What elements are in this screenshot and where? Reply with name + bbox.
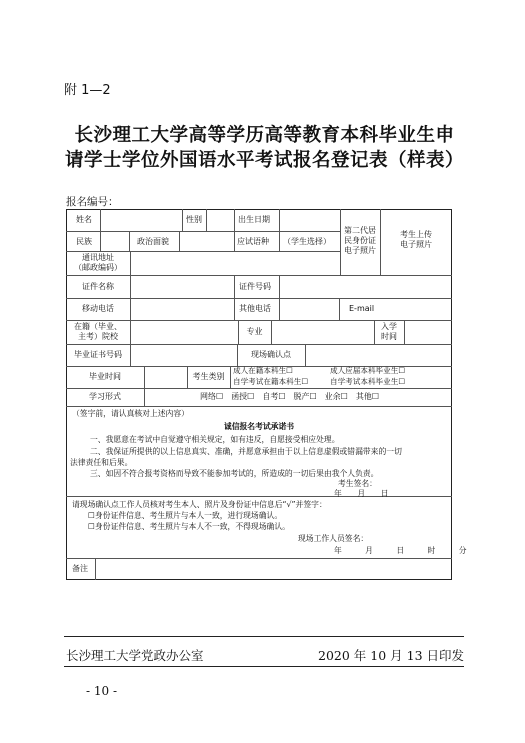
footer-bottom-rule [64, 666, 464, 667]
form-title-line2: 请学士学位外国语水平考试报名登记表（样表） [64, 150, 464, 171]
label-photo-upload: 考生上传 电子照片 [400, 230, 432, 249]
label-exam-language: 应试语种 [237, 237, 269, 246]
issuing-office: 长沙理工大学党政办公室 [66, 648, 204, 663]
label-major: 专业 [246, 327, 263, 336]
form-title-line1: 长沙理工大学高等学历高等教育本科毕业生申 [74, 125, 455, 146]
col-divider [271, 320, 272, 344]
col-divider [234, 275, 235, 320]
confirm-instruction: 请现场确认点工作人员核对考生本人、照片及身份证中信息后“√”并签字： [72, 500, 327, 509]
label-political-status: 政治面貌 [137, 237, 169, 246]
label-id-number: 证件号码 [239, 282, 271, 291]
study-form-options[interactable]: 网络☐ 函授☐ 自考☐ 脱产☐ 业余☐ 其他☐ [200, 392, 380, 401]
label-school: 在籍（毕业、 主考）院校 [74, 322, 122, 341]
label-remarks: 备注 [72, 564, 88, 573]
pledge-hint: （签字前，请认真核对上述内容） [72, 409, 189, 418]
label-id-name: 证件名称 [82, 282, 114, 291]
label-study-form: 学习形式 [89, 392, 121, 401]
staff-signature-label: 现场工作人员签名： [298, 534, 369, 543]
label-gender: 性别 [186, 215, 202, 224]
row-divider [66, 320, 452, 321]
page-number: - 10 - [86, 684, 118, 698]
row-divider [66, 251, 340, 252]
category-option-self-study-graduate[interactable]: 自学考试本科毕业生☐ [330, 377, 406, 386]
label-address: 通讯地址 （邮政编码） [74, 253, 122, 272]
label-id-card-photo: 第二代居 民身份证 电子照片 [344, 226, 376, 255]
attachment-label: 附 1—2 [64, 83, 111, 98]
row-divider [66, 344, 452, 345]
issue-date: 2020 年 10 月 13 日印发 [318, 648, 464, 663]
confirm-option-mismatch[interactable]: ☐身份证件信息、考生照片与本人不一致，不得现场确认。 [88, 522, 290, 531]
label-email: E-mail [349, 304, 375, 313]
row-divider [66, 406, 452, 407]
label-exam-category: 考生类别 [192, 372, 225, 381]
category-option-adult-graduate[interactable]: 成人应届本科毕业生☐ [330, 366, 406, 375]
row-divider [66, 231, 340, 232]
pledge-heading: 诚信报名考试承诺书 [223, 422, 295, 431]
label-enroll-time: 入学 时间 [381, 322, 397, 341]
candidate-signature-date: 年 月 日 [334, 489, 389, 498]
label-other-phone: 其他电话 [239, 304, 271, 313]
row-divider [66, 496, 452, 497]
label-mobile: 移动电话 [82, 304, 114, 313]
pledge-item-2-cont: 法律责任和后果。 [70, 458, 133, 467]
category-option-self-study-enrolled[interactable]: 自学考试在籍本科生☐ [233, 377, 309, 386]
col-divider [182, 209, 183, 231]
pledge-item-2: 二、我保证所提供的以上信息真实、准确，并愿意承担由于以上信息虚假或错漏带来的一切 [90, 447, 402, 456]
col-divider [144, 366, 145, 406]
col-divider [129, 231, 130, 251]
row-divider [66, 558, 452, 559]
col-divider [279, 209, 280, 251]
col-divider [206, 209, 207, 231]
footer-top-rule [64, 636, 464, 637]
confirm-option-match[interactable]: ☐身份证件信息、考生照片与本人一致，进行现场确认。 [88, 511, 283, 520]
label-ethnicity: 民族 [76, 237, 92, 246]
row-divider [66, 275, 452, 276]
row-divider [66, 388, 452, 389]
col-divider [95, 558, 96, 580]
row-divider [66, 298, 452, 299]
candidate-signature-label: 考生签名： [338, 479, 377, 488]
col-divider [179, 231, 180, 251]
col-divider [234, 209, 235, 251]
col-divider [339, 298, 340, 320]
col-divider [279, 275, 280, 320]
pledge-item-3: 三、如因不符合报考资格而导致不能参加考试的，所造成的一切后果由我个人负责。 [90, 469, 379, 478]
label-onsite-point: 现场确认点 [251, 350, 291, 359]
exam-language-hint: （学生选择） [283, 237, 331, 246]
label-grad-time: 毕业时间 [89, 372, 121, 381]
category-option-adult-enrolled[interactable]: 成人在籍本科生☐ [233, 366, 293, 375]
col-divider [230, 366, 231, 388]
label-name: 姓名 [76, 215, 92, 224]
col-divider [404, 320, 405, 344]
pledge-item-1: 一、我愿意在考试中自觉遵守相关规定，如有违反，自愿接受相应处理。 [90, 435, 340, 444]
registration-number-label: 报名编号： [66, 196, 119, 208]
label-birth-date: 出生日期 [238, 215, 270, 224]
col-divider [100, 209, 101, 251]
col-divider [305, 344, 306, 366]
col-divider [130, 251, 131, 366]
staff-signature-datetime: 年 月 日 时 分 [334, 546, 467, 555]
label-grad-cert-no: 毕业证书号码 [74, 350, 122, 359]
